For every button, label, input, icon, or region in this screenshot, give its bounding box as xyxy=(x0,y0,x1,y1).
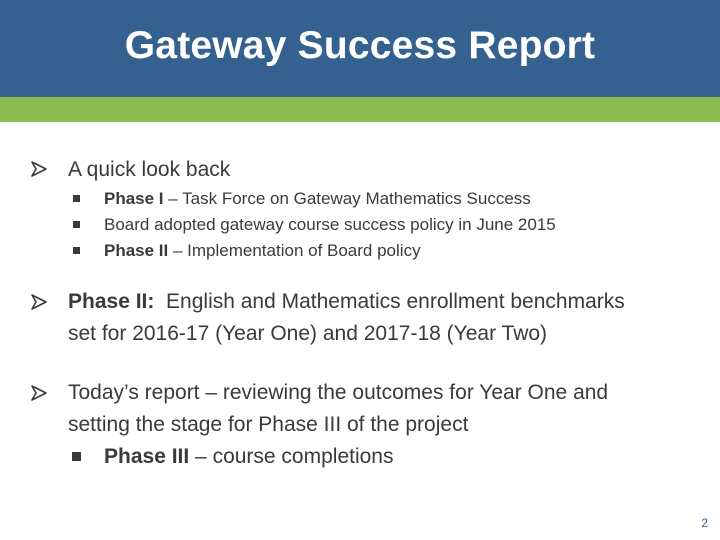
slide-title: Gateway Success Report xyxy=(124,24,596,67)
bullet-todays-report-line1: Today’s report – reviewing the outcomes for Year One and xyxy=(68,381,609,404)
square-bullet-icon xyxy=(73,247,80,254)
arrow-bullet-icon xyxy=(30,384,48,402)
page-number: 2 xyxy=(701,516,708,530)
subitem-phase-2: Phase II – Implementation of Board policy xyxy=(104,241,421,260)
subitem-phase-1: Phase I – Task Force on Gateway Mathematics Success xyxy=(104,189,531,208)
subitem-phase-3: Phase III – course completions xyxy=(104,445,394,468)
title-banner xyxy=(0,0,720,97)
bullet-quick-look-back: A quick look back xyxy=(68,158,231,181)
square-bullet-icon xyxy=(73,195,80,202)
bullet-phase-2-line2: set for 2016-17 (Year One) and 2017-18 (Year Two) xyxy=(68,322,548,345)
square-bullet-icon xyxy=(73,221,80,228)
accent-bar xyxy=(0,97,720,122)
bullet-todays-report-line2: setting the stage for Phase III of the project xyxy=(68,413,469,436)
arrow-bullet-icon xyxy=(30,160,48,178)
subitem-board-policy: Board adopted gateway course success policy in June 2015 xyxy=(104,215,556,234)
square-bullet-icon xyxy=(72,452,81,461)
bullet-phase-2-line1: Phase II: English and Mathematics enrollment benchmarks xyxy=(68,290,625,313)
arrow-bullet-icon xyxy=(30,293,48,311)
